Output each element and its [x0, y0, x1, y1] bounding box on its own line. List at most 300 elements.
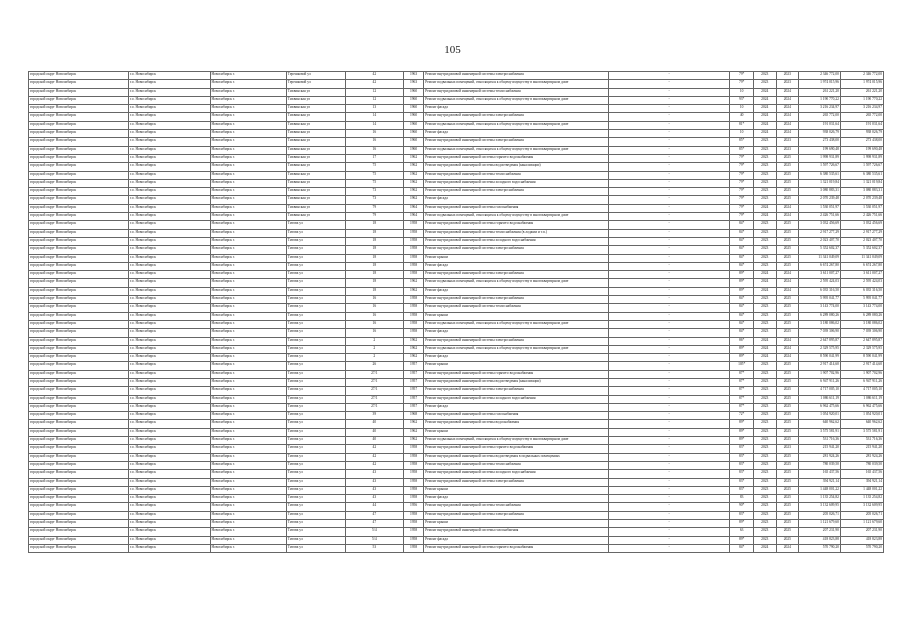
cell-street-district: Новосибирск г. [210, 362, 286, 370]
table-row [29, 138, 884, 146]
cell-work: Ремонт фасада [424, 536, 609, 544]
cell-cost2: 215 941,20 [840, 445, 883, 453]
cell-cost: 2 595 424,03 [799, 279, 841, 287]
cell-id: 84* [730, 304, 754, 312]
cell-district: городской округ Новосибирск [29, 246, 129, 254]
table-body [29, 72, 884, 553]
cell-start: 2023 [753, 163, 776, 171]
cell-id: 84* [730, 246, 754, 254]
table-row [29, 188, 884, 196]
cell-id: 83* [730, 470, 754, 478]
cell-year: 1958 [403, 495, 423, 503]
cell-street-district: Новосибирск г. [210, 254, 286, 262]
cell-work: Ремонт внутридомовой инженерной системы горячего водоснабжения [424, 154, 609, 162]
cell-locality: г.о. Новосибирск [128, 370, 210, 378]
cell-street-district: Новосибирск г. [210, 345, 286, 353]
cell-house: 2 [345, 354, 403, 362]
cell-start: 2023 [753, 387, 776, 395]
cell-id: 83* [730, 461, 754, 469]
cell-district: городской округ Новосибирск [29, 138, 129, 146]
cell-cost: 2 023 407,70 [799, 237, 841, 245]
cell-cost: 3 611 007,27 [799, 271, 841, 279]
cell-street-district: Новосибирск г. [210, 445, 286, 453]
cell-dash: - [608, 154, 729, 162]
cell-year: 1958 [403, 528, 423, 536]
cell-cost: 640 962,62 [799, 420, 841, 428]
cell-house: 18 [345, 279, 403, 287]
cell-district: городской округ Новосибирск [29, 113, 129, 121]
cell-year: 1960 [403, 146, 423, 154]
cell-cost: 1 597 726,67 [799, 163, 841, 171]
cell-dash: - [608, 287, 729, 295]
cell-locality: г.о. Новосибирск [128, 428, 210, 436]
cell-district: городской округ Новосибирск [29, 105, 129, 113]
cell-work: Ремонт внутридомовой инженерной системы теплоснабжения [424, 461, 609, 469]
cell-district: городской округ Новосибирск [29, 470, 129, 478]
cell-house: 27/1 [345, 387, 403, 395]
cell-id: 83* [730, 486, 754, 494]
cell-house: 16 [345, 320, 403, 328]
cell-dash: - [608, 395, 729, 403]
cell-cost: 1 135 254,82 [799, 495, 841, 503]
cell-year: 1963 [403, 72, 423, 80]
cell-year: 1960 [403, 121, 423, 129]
cell-end: 2025 [776, 511, 799, 519]
cell-dash: - [608, 138, 729, 146]
table-row [29, 171, 884, 179]
cell-year: 1962 [403, 428, 423, 436]
cell-locality: г.о. Новосибирск [128, 130, 210, 138]
cell-work: Ремонт фасада [424, 262, 609, 270]
cell-year: 1960 [403, 105, 423, 113]
cell-cost2: 205 026,71 [840, 511, 883, 519]
cell-id: 87* [730, 387, 754, 395]
cell-locality: г.о. Новосибирск [128, 437, 210, 445]
cell-year: 1962 [403, 196, 423, 204]
cell-id: 79* [730, 196, 754, 204]
cell-year: 1960 [403, 138, 423, 146]
cell-start: 2024 [753, 96, 776, 104]
cell-cost2: 6 962 475,66 [840, 403, 883, 411]
cell-cost2: 3 611 007,27 [840, 271, 883, 279]
table-row [29, 445, 884, 453]
cell-dash: - [608, 544, 729, 552]
cell-district: городской округ Новосибирск [29, 403, 129, 411]
cell-work: Ремонт внутридомовой инженерной системы газоснабжения [424, 528, 609, 536]
cell-year: 1962 [403, 345, 423, 353]
cell-dash: - [608, 312, 729, 320]
cell-start: 2023 [753, 412, 776, 420]
cell-cost: 5 352 602,37 [799, 246, 841, 254]
cell-start: 2023 [753, 395, 776, 403]
cell-house: 2 [345, 337, 403, 345]
cell-start: 2023 [753, 312, 776, 320]
cell-id: 79* [730, 204, 754, 212]
cell-street-district: Новосибирск г. [210, 370, 286, 378]
cell-end: 2025 [776, 503, 799, 511]
cell-dash: - [608, 171, 729, 179]
cell-street: Терешковой ул [286, 80, 345, 88]
cell-street-district: Новосибирск г. [210, 461, 286, 469]
cell-cost: 418 823,88 [799, 536, 841, 544]
cell-house: 43 [345, 470, 403, 478]
cell-start: 2024 [753, 121, 776, 129]
cell-street-district: Новосибирск г. [210, 188, 286, 196]
cell-id: 89* [730, 345, 754, 353]
table-row [29, 113, 884, 121]
cell-dash: - [608, 279, 729, 287]
cell-house: 16 [345, 146, 403, 154]
cell-locality: г.о. Новосибирск [128, 312, 210, 320]
cell-start: 2023 [753, 72, 776, 80]
cell-end: 2025 [776, 229, 799, 237]
cell-id: 87* [730, 395, 754, 403]
cell-end: 2025 [776, 163, 799, 171]
cell-cost: 2 647 895,87 [799, 337, 841, 345]
cell-year: 1957 [403, 362, 423, 370]
cell-locality: г.о. Новосибирск [128, 486, 210, 494]
table-row [29, 428, 884, 436]
cell-dash: - [608, 420, 729, 428]
cell-dash: - [608, 188, 729, 196]
cell-year: 1958 [403, 453, 423, 461]
cell-house: 39 [345, 412, 403, 420]
cell-id: 79* [730, 154, 754, 162]
cell-year: 1962 [403, 420, 423, 428]
table-row [29, 495, 884, 503]
cell-cost2: 2 329 575,95 [840, 345, 883, 353]
cell-id: 84* [730, 229, 754, 237]
cell-house: 18 [345, 246, 403, 254]
cell-cost: 261 221,20 [799, 88, 841, 96]
table-row [29, 121, 884, 129]
cell-house: 43 [345, 495, 403, 503]
cell-locality: г.о. Новосибирск [128, 213, 210, 221]
cell-street: Титова ул [286, 296, 345, 304]
cell-start: 2023 [753, 453, 776, 461]
cell-cost: 2 346 772,00 [799, 72, 841, 80]
cell-district: городской округ Новосибирск [29, 503, 129, 511]
cell-locality: г.о. Новосибирск [128, 478, 210, 486]
cell-locality: г.о. Новосибирск [128, 246, 210, 254]
cell-cost: 1 121 679,60 [799, 520, 841, 528]
table-row [29, 296, 884, 304]
cell-street: Тихвинская ул [286, 163, 345, 171]
table-row [29, 304, 884, 312]
cell-start: 2023 [753, 445, 776, 453]
cell-work: Ремонт внутридомовой инженерной системы водоотведения (канализации) [424, 378, 609, 386]
cell-end: 2025 [776, 437, 799, 445]
cell-dash: - [608, 453, 729, 461]
cell-dash: - [608, 237, 729, 245]
cell-house: 16 [345, 130, 403, 138]
cell-cost: 5 995 041,77 [799, 296, 841, 304]
cell-street: Титова ул [286, 387, 345, 395]
cell-work: Ремонт внутридомовой инженерной системы теплоснабжения [424, 88, 609, 96]
cell-id: 84* [730, 320, 754, 328]
cell-cost2: 1 121 679,60 [840, 520, 883, 528]
cell-start: 2023 [753, 304, 776, 312]
cell-work: Ремонт внутридомовой инженерной системы теплоснабжения [424, 171, 609, 179]
cell-house: 53 [345, 544, 403, 552]
cell-street-district: Новосибирск г. [210, 528, 286, 536]
cell-cost: 4 717 005,10 [799, 387, 841, 395]
cell-work: Ремонт внутридомовой инженерной системы теплоснабжения (в лоджии и т.п.) [424, 229, 609, 237]
cell-locality: г.о. Новосибирск [128, 395, 210, 403]
cell-house: 47 [345, 520, 403, 528]
cell-house: 75 [345, 171, 403, 179]
cell-cost2: 1 448 001,22 [840, 486, 883, 494]
cell-district: городской округ Новосибирск [29, 511, 129, 519]
cell-cost2: 2 346 772,00 [840, 72, 883, 80]
cell-year: 1960 [403, 88, 423, 96]
cell-cost2: 2 426 751,66 [840, 213, 883, 221]
cell-start: 2023 [753, 528, 776, 536]
cell-dash: - [608, 262, 729, 270]
cell-start: 2023 [753, 296, 776, 304]
cell-street: Титова ул [286, 445, 345, 453]
cell-id: 84* [730, 254, 754, 262]
cell-start: 2023 [753, 470, 776, 478]
cell-year: 1958 [403, 478, 423, 486]
cell-district: городской округ Новосибирск [29, 495, 129, 503]
cell-work: Ремонт крыши [424, 312, 609, 320]
cell-start: 2023 [753, 478, 776, 486]
cell-house: 73 [345, 196, 403, 204]
cell-year: 1960 [403, 130, 423, 138]
cell-cost: 780 039,50 [799, 461, 841, 469]
cell-id: 89* [730, 536, 754, 544]
cell-work: Ремонт внутридомовой инженерной системы водоснабжения [424, 420, 609, 428]
cell-cost2: 1 321 019,84 [840, 179, 883, 187]
cell-start: 2023 [753, 362, 776, 370]
cell-cost: 199 690,48 [799, 146, 841, 154]
cell-cost2: 780 039,50 [840, 461, 883, 469]
cell-house: 12 [345, 96, 403, 104]
cell-street-district: Новосибирск г. [210, 428, 286, 436]
cell-house: 27/1 [345, 378, 403, 386]
cell-dash: - [608, 320, 729, 328]
cell-dash: - [608, 461, 729, 469]
cell-id: 84* [730, 329, 754, 337]
cell-work: Ремонт внутридомовой инженерной системы горячего водоснабжения [424, 370, 609, 378]
cell-id: 79* [730, 163, 754, 171]
cell-work: Ремонт подвальных помещений, относящихся к общему имуществу в многоквартирном доме [424, 437, 609, 445]
cell-street: Титова ул [286, 486, 345, 494]
cell-locality: г.о. Новосибирск [128, 520, 210, 528]
cell-cost: 1 998 931,89 [799, 154, 841, 162]
cell-district: городской округ Новосибирск [29, 370, 129, 378]
cell-cost2: 6 674 267,80 [840, 262, 883, 270]
cell-start: 2023 [753, 437, 776, 445]
cell-district: городской округ Новосибирск [29, 287, 129, 295]
cell-start: 2024 [753, 354, 776, 362]
cell-year: 1957 [403, 370, 423, 378]
cell-end: 2025 [776, 395, 799, 403]
cell-dash: - [608, 528, 729, 536]
cell-cost2: 418 823,88 [840, 536, 883, 544]
cell-street: Тихвинская ул [286, 171, 345, 179]
cell-street-district: Новосибирск г. [210, 154, 286, 162]
cell-work: Ремонт фасада [424, 403, 609, 411]
cell-id: 10 [730, 130, 754, 138]
cell-locality: г.о. Новосибирск [128, 163, 210, 171]
cell-street-district: Новосибирск г. [210, 478, 286, 486]
cell-cost2: 2 917 277,29 [840, 229, 883, 237]
table-row [29, 354, 884, 362]
cell-street-district: Новосибирск г. [210, 146, 286, 154]
cell-locality: г.о. Новосибирск [128, 337, 210, 345]
cell-locality: г.о. Новосибирск [128, 80, 210, 88]
cell-street-district: Новосибирск г. [210, 337, 286, 345]
table-row [29, 312, 884, 320]
cell-cost2: 3 180 086,02 [840, 320, 883, 328]
cell-house: 18 [345, 221, 403, 229]
table-row [29, 370, 884, 378]
cell-start: 2024 [753, 287, 776, 295]
cell-year: 1958 [403, 237, 423, 245]
cell-house: 40 [345, 437, 403, 445]
cell-dash: - [608, 437, 729, 445]
table-row [29, 196, 884, 204]
cell-house: 27/1 [345, 395, 403, 403]
cell-district: городской округ Новосибирск [29, 163, 129, 171]
cell-house: 5/4 [345, 528, 403, 536]
cell-cost: 3 080 883,31 [799, 188, 841, 196]
cell-id: 89* [730, 271, 754, 279]
cell-year: 1962 [403, 171, 423, 179]
cell-street: Титова ул [286, 254, 345, 262]
cell-dash: - [608, 337, 729, 345]
cell-year: 1958 [403, 304, 423, 312]
cell-cost2: 1 907 702,96 [840, 370, 883, 378]
cell-locality: г.о. Новосибирск [128, 221, 210, 229]
cell-street: Титова ул [286, 420, 345, 428]
cell-work: Ремонт крыши [424, 520, 609, 528]
cell-locality: г.о. Новосибирск [128, 329, 210, 337]
cell-year: 1957 [403, 378, 423, 386]
cell-cost2: 1 190 770,22 [840, 96, 883, 104]
cell-start: 2024 [753, 88, 776, 96]
table-row [29, 88, 884, 96]
cell-district: городской округ Новосибирск [29, 72, 129, 80]
cell-street: Титова ул [286, 403, 345, 411]
cell-district: городской округ Новосибирск [29, 271, 129, 279]
cell-street: Титова ул [286, 528, 345, 536]
cell-house: 40 [345, 420, 403, 428]
cell-cost: 6 947 911,26 [799, 378, 841, 386]
cell-work: Ремонт подвальных помещений, относящихся к общему имуществу в многоквартирном доме [424, 146, 609, 154]
cell-locality: г.о. Новосибирск [128, 378, 210, 386]
cell-house: 27/1 [345, 403, 403, 411]
cell-work: Ремонт внутридомовой инженерной системы электроснабжения [424, 72, 609, 80]
cell-start: 2023 [753, 536, 776, 544]
cell-locality: г.о. Новосибирск [128, 196, 210, 204]
cell-work: Ремонт фасада [424, 287, 609, 295]
cell-cost: 531 716,36 [799, 437, 841, 445]
cell-district: городской округ Новосибирск [29, 80, 129, 88]
cell-year: 1962 [403, 354, 423, 362]
cell-district: городской округ Новосибирск [29, 296, 129, 304]
cell-end: 2024 [776, 113, 799, 121]
cell-end: 2025 [776, 520, 799, 528]
table-row [29, 470, 884, 478]
table-row [29, 536, 884, 544]
cell-street: Титова ул [286, 229, 345, 237]
cell-dash: - [608, 370, 729, 378]
table-row [29, 72, 884, 80]
cell-cost2: 1 054 920,01 [840, 412, 883, 420]
cell-district: городской округ Новосибирск [29, 354, 129, 362]
cell-id: 63 [730, 528, 754, 536]
cell-house: 18 [345, 287, 403, 295]
table-row [29, 329, 884, 337]
cell-house: 42 [345, 72, 403, 80]
cell-street-district: Новосибирск г. [210, 113, 286, 121]
cell-year: 1962 [403, 279, 423, 287]
cell-start: 2023 [753, 254, 776, 262]
cell-work: Ремонт внутридомовой инженерной системы газоснабжения [424, 412, 609, 420]
cell-end: 2025 [776, 453, 799, 461]
cell-street: Тихвинская ул [286, 138, 345, 146]
cell-id: 85* [730, 146, 754, 154]
cell-street-district: Новосибирск г. [210, 204, 286, 212]
cell-street-district: Новосибирск г. [210, 503, 286, 511]
cell-locality: г.о. Новосибирск [128, 271, 210, 279]
cell-house: 14 [345, 121, 403, 129]
cell-street: Титова ул [286, 395, 345, 403]
cell-start: 2024 [753, 204, 776, 212]
table-row [29, 96, 884, 104]
cell-end: 2023 [776, 146, 799, 154]
cell-dash: - [608, 221, 729, 229]
cell-end: 2025 [776, 320, 799, 328]
cell-start: 2024 [753, 130, 776, 138]
cell-street: Титова ул [286, 437, 345, 445]
cell-cost: 1 086 611,19 [799, 395, 841, 403]
cell-cost: 1 321 019,84 [799, 179, 841, 187]
cell-street: Титова ул [286, 520, 345, 528]
table-row [29, 395, 884, 403]
cell-street: Титова ул [286, 511, 345, 519]
cell-cost2: 2 917 414,60 [840, 362, 883, 370]
cell-street: Титова ул [286, 470, 345, 478]
cell-locality: г.о. Новосибирск [128, 287, 210, 295]
cell-dash: - [608, 246, 729, 254]
cell-locality: г.о. Новосибирск [128, 237, 210, 245]
cell-district: городской округ Новосибирск [29, 544, 129, 552]
cell-street-district: Новосибирск г. [210, 403, 286, 411]
cell-locality: г.о. Новосибирск [128, 146, 210, 154]
cell-work: Ремонт внутридомовой инженерной системы электроснабжения [424, 337, 609, 345]
cell-work: Ремонт внутридомовой инженерной системы водоотведения в подвальных помещениях [424, 453, 609, 461]
cell-cost2: 199 690,48 [840, 146, 883, 154]
cell-start: 2024 [753, 544, 776, 552]
cell-dash: - [608, 146, 729, 154]
cell-cost2: 570 790,20 [840, 544, 883, 552]
cell-cost2: 273 438,00 [840, 138, 883, 146]
cell-work: Ремонт подвальных помещений, относящихся к общему имуществу в многоквартирном доме [424, 80, 609, 88]
cell-district: городской округ Новосибирск [29, 312, 129, 320]
cell-cost2: 3 080 883,31 [840, 188, 883, 196]
cell-end: 2024 [776, 213, 799, 221]
cell-street-district: Новосибирск г. [210, 96, 286, 104]
cell-id: 83* [730, 445, 754, 453]
cell-street: Тихвинская ул [286, 188, 345, 196]
cell-district: городской округ Новосибирск [29, 337, 129, 345]
cell-street: Титова ул [286, 337, 345, 345]
cell-locality: г.о. Новосибирск [128, 412, 210, 420]
